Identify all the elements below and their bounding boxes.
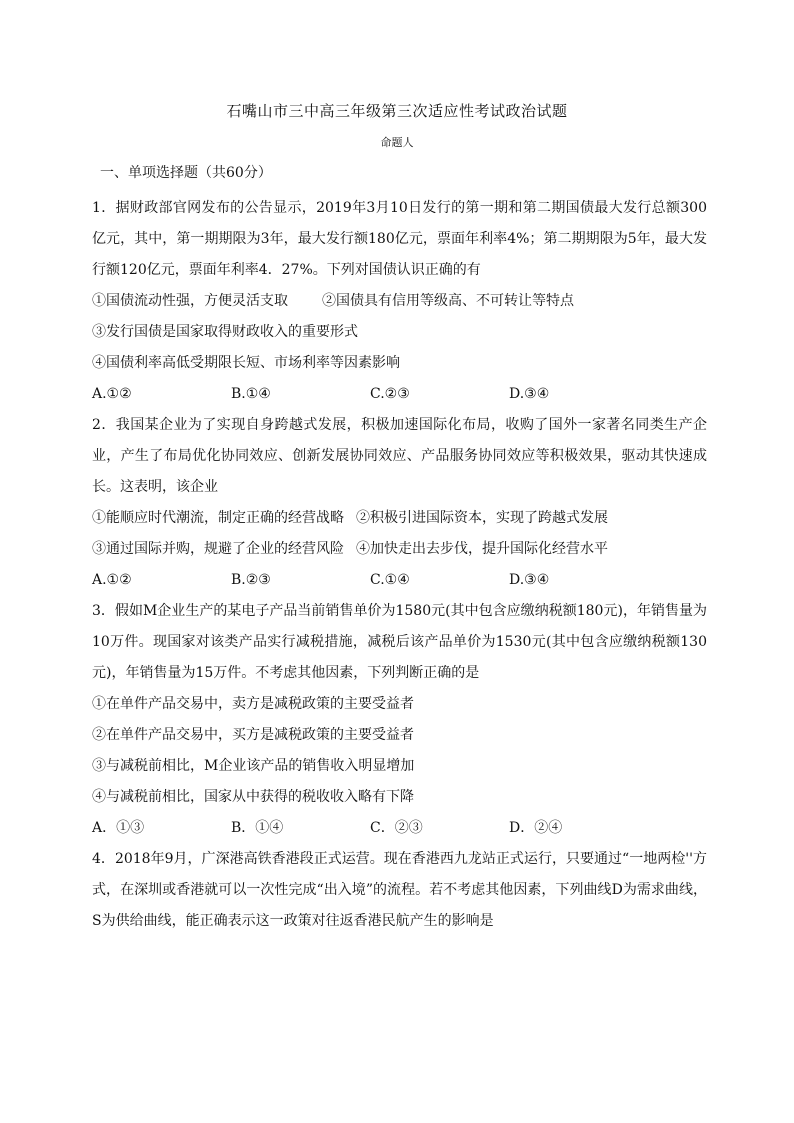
question-2-option-d[interactable]: D.③④: [509, 572, 550, 588]
question-3-option-d[interactable]: D．②④: [509, 820, 563, 836]
question-2-statement-row-2: [92, 534, 707, 565]
question-2-option-b[interactable]: B.②③: [231, 572, 271, 588]
question-1-statement-2: ②国债具有信用等级高、不可转让等特点: [322, 293, 574, 309]
question-3-statement-1: ①在单件产品交易中，卖方是减税政策的主要受益者: [92, 696, 414, 712]
question-3-option-a[interactable]: A．①③: [92, 820, 145, 836]
question-1-option-b[interactable]: B.①④: [231, 386, 271, 402]
question-list: [92, 193, 707, 937]
question-2-option-c[interactable]: C.①④: [370, 572, 410, 588]
exam-title: 石嘴山市三中高三年级第三次适应性考试政治试题: [226, 102, 568, 120]
question-2-option-a[interactable]: A.①②: [92, 572, 132, 588]
question-3-statement-3: ③与减税前相比，M企业该产品的销售收入明显增加: [92, 758, 415, 774]
question-1-stem: 1．据财政部官网发布的公告显示，2019年3月10日发行的第一期和第二期国债最大发行总额300亿元，其中，第一期期限为3年，最大发行额180亿元，票面年利率4%；第二期期限为5年，最大发行额120亿元，票面年利率4．27%。下列对国债认识正确的有: [92, 200, 707, 278]
question-1: [92, 193, 707, 410]
question-2-statement-3: ③通过国际并购，规避了企业的经营风险: [92, 541, 344, 557]
question-2: [92, 410, 707, 596]
question-1-statement-3: ③发行国债是国家取得财政收入的重要形式: [92, 324, 358, 340]
question-1-options: [92, 379, 707, 410]
question-2-statement-2: ②积极引进国际资本，实现了跨越式发展: [356, 510, 608, 526]
question-3-stem: 3．假如M企业生产的某电子产品当前销售单价为1580元(其中包含应缴纳税额180元)，年销售量为10万件。现国家对该类产品实行减税措施，减税后该产品单价为1530元(其中包含应缴纳税额130元)，年销售量为15万件。不考虑其他因素，下列判断正确的是: [92, 603, 707, 681]
question-1-statement-row: [92, 286, 707, 317]
question-1-statement-1: ①国债流动性强，方便灵活支取: [92, 293, 288, 309]
question-2-statement-4: ④加快走出去步伐，提升国际化经营水平: [356, 541, 608, 557]
question-1-option-d[interactable]: D.③④: [509, 386, 550, 402]
question-3-option-c[interactable]: C．②③: [370, 820, 423, 836]
question-1-option-c[interactable]: C.②③: [370, 386, 410, 402]
question-2-stem: 2．我国某企业为了实现自身跨越式发展，积极加速国际化布局，收购了国外一家著名同类生产企业，产生了布局优化协同效应、创新发展协同效应、产品服务协同效应等积极效果，驱动其快速成长。这表明，该企业: [92, 417, 707, 495]
question-4: [92, 844, 707, 937]
question-3: [92, 596, 707, 844]
question-2-statement-1: ①能顺应时代潮流，制定正确的经营战略: [92, 510, 344, 526]
question-3-option-b[interactable]: B．①④: [231, 820, 284, 836]
question-3-options: [92, 813, 707, 844]
question-1-statement-4: ④国债利率高低受期限长短、市场利率等因素影响: [92, 355, 400, 371]
question-2-statement-row-1: [92, 503, 707, 534]
question-4-stem: 4．2018年9月，广深港高铁香港段正式运营。现在香港西九龙站正式运行，只要通过“一地两检''方式，在深圳或香港就可以一次性完成“出入境”的流程。若不考虑其他因素，下列曲线D为需求曲线，S为供给曲线，能正确表示这一政策对往返香港民航产生的影响是: [92, 851, 707, 929]
question-3-statement-2: ②在单件产品交易中，买方是减税政策的主要受益者: [92, 727, 414, 743]
question-1-option-a[interactable]: A.①②: [92, 386, 132, 402]
author-label: 命题人: [380, 136, 414, 149]
section-heading: 一、单项选择题（共60分）: [100, 165, 272, 181]
question-3-statement-4: ④与减税前相比，国家从中获得的税收收入略有下降: [92, 789, 414, 805]
question-2-options: [92, 565, 707, 596]
